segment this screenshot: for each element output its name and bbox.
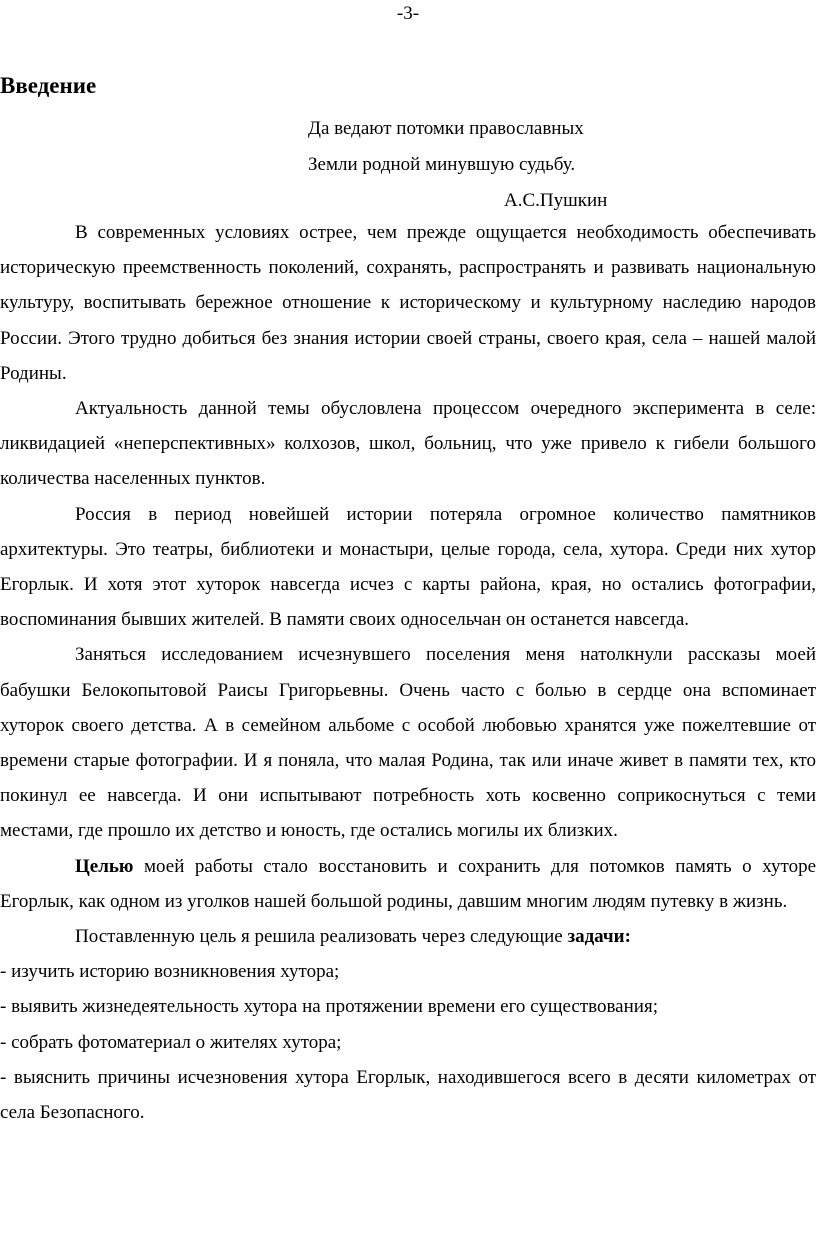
body-text <box>0 215 816 1130</box>
task-item: - собрать фотоматериал о жителях хутора; <box>0 1031 342 1053</box>
tasks-intro-text: Поставленную цель я решила реализовать через следующие <box>75 926 568 948</box>
task-item: - изучить историю возникновения хутора; <box>0 961 340 983</box>
epigraph <box>308 111 584 183</box>
paragraph-intro: В современных условиях острее, чем прежде ощущается необходимость обеспечивать историческую преемственность поколений, сохранять, распространять и развивать национальную культуру, воспитывать бережное отношение к историческому и культурному наследию народов России. Этого трудно добиться без знания истории своей страны, своего края, села – нашей малой Родины. <box>0 222 816 384</box>
paragraph-motivation: Заняться исследованием исчезнувшего поселения меня натолкнули рассказы моей бабушки Белокопытовой Раисы Григорьевны. Очень часто с болью в сердце она вспоминает хуторок своего детства. А в семейном альбоме с особой любовью хранятся уже пожелтевшие от времени старые фотографии. И я поняла, что малая Родина, так или иначе живет в памяти тех, кто покинул ее навсегда. И они испытывают потребность хоть косвенно соприкоснуться с теми местами, где прошло их детство и юность, где остались могилы их близких. <box>0 644 816 842</box>
goal-text: моей работы стало восстановить и сохранить для потомков память о хуторе Егорлык, как одном из уголков нашей большой родины, давшим многим людям путевку в жизнь. <box>0 855 816 912</box>
page-number: -3- <box>396 3 420 24</box>
goal-label: Целью <box>75 855 134 877</box>
epigraph-line-2: Земли родной минувшую судьбу. <box>308 154 576 175</box>
section-heading: Введение <box>0 73 97 98</box>
paragraph-tasks-intro <box>0 919 816 954</box>
paragraph-russia: Россия в период новейшей истории потеряла огромное количество памятников архитектуры. Это театры, библиотеки и монастыри, целые города, села, хутора. Среди них хутор Егорлык. И хотя этот хуторок навсегда исчез с карты района, края, но остались фотографии, воспоминания бывших жителей. В памяти своих односельчан он останется навсегда. <box>0 503 816 631</box>
epigraph-author: А.С.Пушкин <box>504 190 608 211</box>
task-item: - выяснить причины исчезновения хутора Егорлык, находившегося всего в десяти километрах от села Безопасного. <box>0 1066 816 1124</box>
tasks-label: задачи: <box>567 926 631 948</box>
paragraph-relevance: Актуальность данной темы обусловлена процессом очередного эксперимента в селе: ликвидацией «неперспективных» колхозов, школ, больниц, что уже привело к гибели большого количества населенных пунктов. <box>0 398 816 490</box>
task-item: - выявить жизнедеятельность хутора на протяжении времени его существования; <box>0 996 658 1018</box>
paragraph-goal <box>0 849 816 919</box>
epigraph-line-1: Да ведают потомки православных <box>308 118 584 139</box>
